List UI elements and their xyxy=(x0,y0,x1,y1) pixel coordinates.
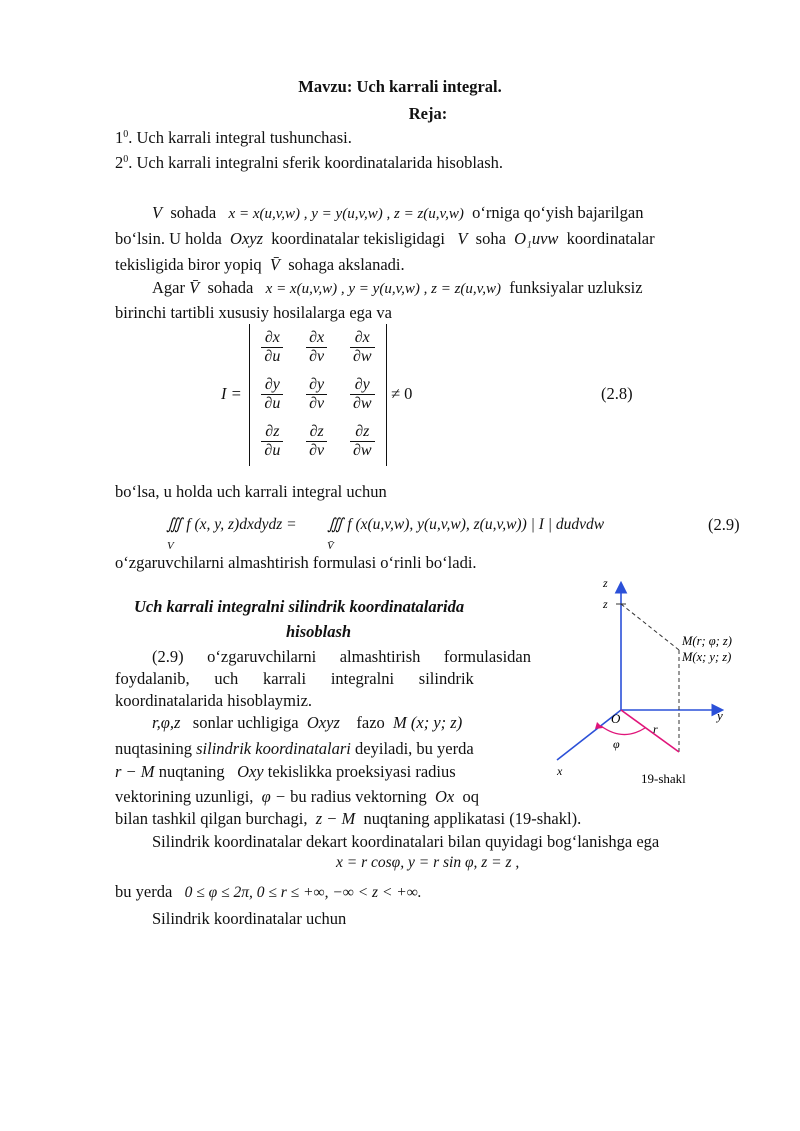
jacobian-row xyxy=(250,418,386,465)
plan-title: Reja: xyxy=(408,104,448,123)
section-p1-l1: (2.9) o‘zgaruvchilarni almashtirish formulasidan xyxy=(152,647,531,666)
numerator: ∂z xyxy=(350,423,375,442)
section-p2-l4: vektorining uzunligi, φ − bu radius vektorning Ox oq xyxy=(115,787,479,806)
figure-caption: 19-shakl xyxy=(641,771,686,786)
jacobian-row xyxy=(250,371,386,418)
jacobian-matrix xyxy=(249,324,387,466)
origin-label: O xyxy=(611,711,621,726)
denominator: ∂v xyxy=(309,348,325,365)
numerator: ∂y xyxy=(306,376,327,395)
phi-label: φ xyxy=(613,737,620,751)
plan-item-1: $1^0$. Uch karrali integral tushunchasi. xyxy=(115,128,352,147)
para1-line3: tekisligida biror yopiq V̄ sohaga akslanadi. xyxy=(115,255,405,274)
z-axis-label: z xyxy=(603,576,608,590)
plan-item-2: $2^0$. Uch karrali integralni sferik koordinatalarida hisoblash. xyxy=(115,153,504,172)
para3-line3: o‘zgaruvchilarni almashtirish formulasi o‘rinli bo‘ladi. xyxy=(115,553,477,572)
denominator: ∂w xyxy=(352,348,372,365)
section-p1-l3: koordinatalarida hisoblaymiz. xyxy=(115,691,313,710)
cylindrical-formula: x = r cosφ, y = r sin φ, z = z , xyxy=(336,854,520,871)
integral-formula-rhs: ∭ f (x(u,v,w), y(u,v,w), z(u,v,w)) | I | dudvdw xyxy=(327,516,605,533)
denominator: ∂u xyxy=(264,442,281,459)
point-m-cylindrical-label: M(r; φ; z) xyxy=(682,634,732,648)
section-p3-l3: bu yerda 0 ≤ φ ≤ 2π, 0 ≤ r ≤ +∞, −∞ < z < +∞. xyxy=(115,882,422,901)
figure-19-cylindrical-coordinates xyxy=(545,572,760,797)
integral-subscript-v: V xyxy=(167,540,174,552)
jacobian-rhs: ≠ 0 xyxy=(391,384,413,403)
integral-subscript-vbar: V̄ xyxy=(327,540,334,552)
equation-number-2-9: (2.9) xyxy=(708,515,740,534)
jacobian-partial-derivative xyxy=(350,423,375,460)
numerator: ∂x xyxy=(306,329,327,348)
radius-r xyxy=(621,710,679,752)
denominator: ∂w xyxy=(352,395,372,412)
radius-label: r xyxy=(653,722,658,736)
section-p2-l2: nuqtasining silindrik koordinatalari deyiladi, bu yerda xyxy=(115,739,474,758)
x-axis-label: x xyxy=(557,764,563,778)
jacobian-partial-derivative xyxy=(350,329,375,366)
jacobian-partial-derivative xyxy=(261,423,283,460)
dashed-line-to-m xyxy=(621,604,679,650)
jacobian-partial-derivative xyxy=(306,423,327,460)
section-p1-l2: foydalanib, uch karrali integralni silindrik xyxy=(115,669,474,688)
integral-formula-lhs: ∭ f (x, y, z)dxdydz = xyxy=(166,516,297,533)
numerator: ∂z xyxy=(306,423,327,442)
equation-number-2-8: (2.8) xyxy=(601,384,633,403)
jacobian-partial-derivative xyxy=(350,376,375,413)
denominator: ∂w xyxy=(352,442,372,459)
section-p2-l1: r,φ,z sonlar uchligiga Oxyz fazo M (x; y; z) xyxy=(152,713,463,732)
section-p3-l1: Silindrik koordinatalar dekart koordinatalari bilan quyidagi bog‘lanishga ega xyxy=(152,832,660,851)
para3-line1: bo‘lsa, u holda uch karrali integral uchun xyxy=(115,482,387,501)
jacobian-row xyxy=(250,324,386,371)
para2-line2: birinchi tartibli xususiy hosilalarga ega va xyxy=(115,303,392,322)
jacobian-partial-derivative xyxy=(306,329,327,366)
section-p2-l3: r − M nuqtaning Oxy tekislikka proeksiyasi radius xyxy=(115,762,456,781)
z-tick-label: z xyxy=(603,597,608,611)
numerator: ∂z xyxy=(261,423,283,442)
numerator: ∂x xyxy=(350,329,375,348)
section-title-line1: Uch karrali integralni silindrik koordinatalarida xyxy=(134,597,465,616)
jacobian-partial-derivative xyxy=(261,329,283,366)
denominator: ∂v xyxy=(309,395,325,412)
section-p2-l5: bilan tashkil qilgan burchagi, z − M nuqtaning applikatasi (19-shakl). xyxy=(115,809,582,828)
angle-phi-arc xyxy=(601,726,645,735)
denominator: ∂v xyxy=(309,442,325,459)
jacobian-partial-derivative xyxy=(306,376,327,413)
numerator: ∂y xyxy=(261,376,283,395)
jacobian-partial-derivative xyxy=(261,376,283,413)
document-title: Mavzu: Uch karrali integral. xyxy=(298,77,502,96)
jacobian-lhs: I = xyxy=(221,384,242,403)
numerator: ∂x xyxy=(261,329,283,348)
section-title-line2: hisoblash xyxy=(286,622,352,641)
point-m-cartesian-label: M(x; y; z) xyxy=(682,650,732,664)
denominator: ∂u xyxy=(264,395,281,412)
section-p4: Silindrik koordinatalar uchun xyxy=(152,909,347,928)
y-axis-label: y xyxy=(717,708,723,723)
denominator: ∂u xyxy=(264,348,281,365)
para1-line1: V sohada x = x(u,v,w) , y = y(u,v,w) , z = z(u,v,w) o‘rniga qo‘yish bajarilgan xyxy=(152,203,644,222)
numerator: ∂y xyxy=(350,376,375,395)
para2-line1: Agar V̄ sohada x = x(u,v,w) , y = y(u,v,w) , z = z(u,v,w) funksiyalar uzluksiz xyxy=(152,278,643,297)
para1-line2: bo‘lsin. U holda Oxyz koordinatalar tekisligidagi V soha O₁uvw koordinatalar xyxy=(115,229,655,248)
